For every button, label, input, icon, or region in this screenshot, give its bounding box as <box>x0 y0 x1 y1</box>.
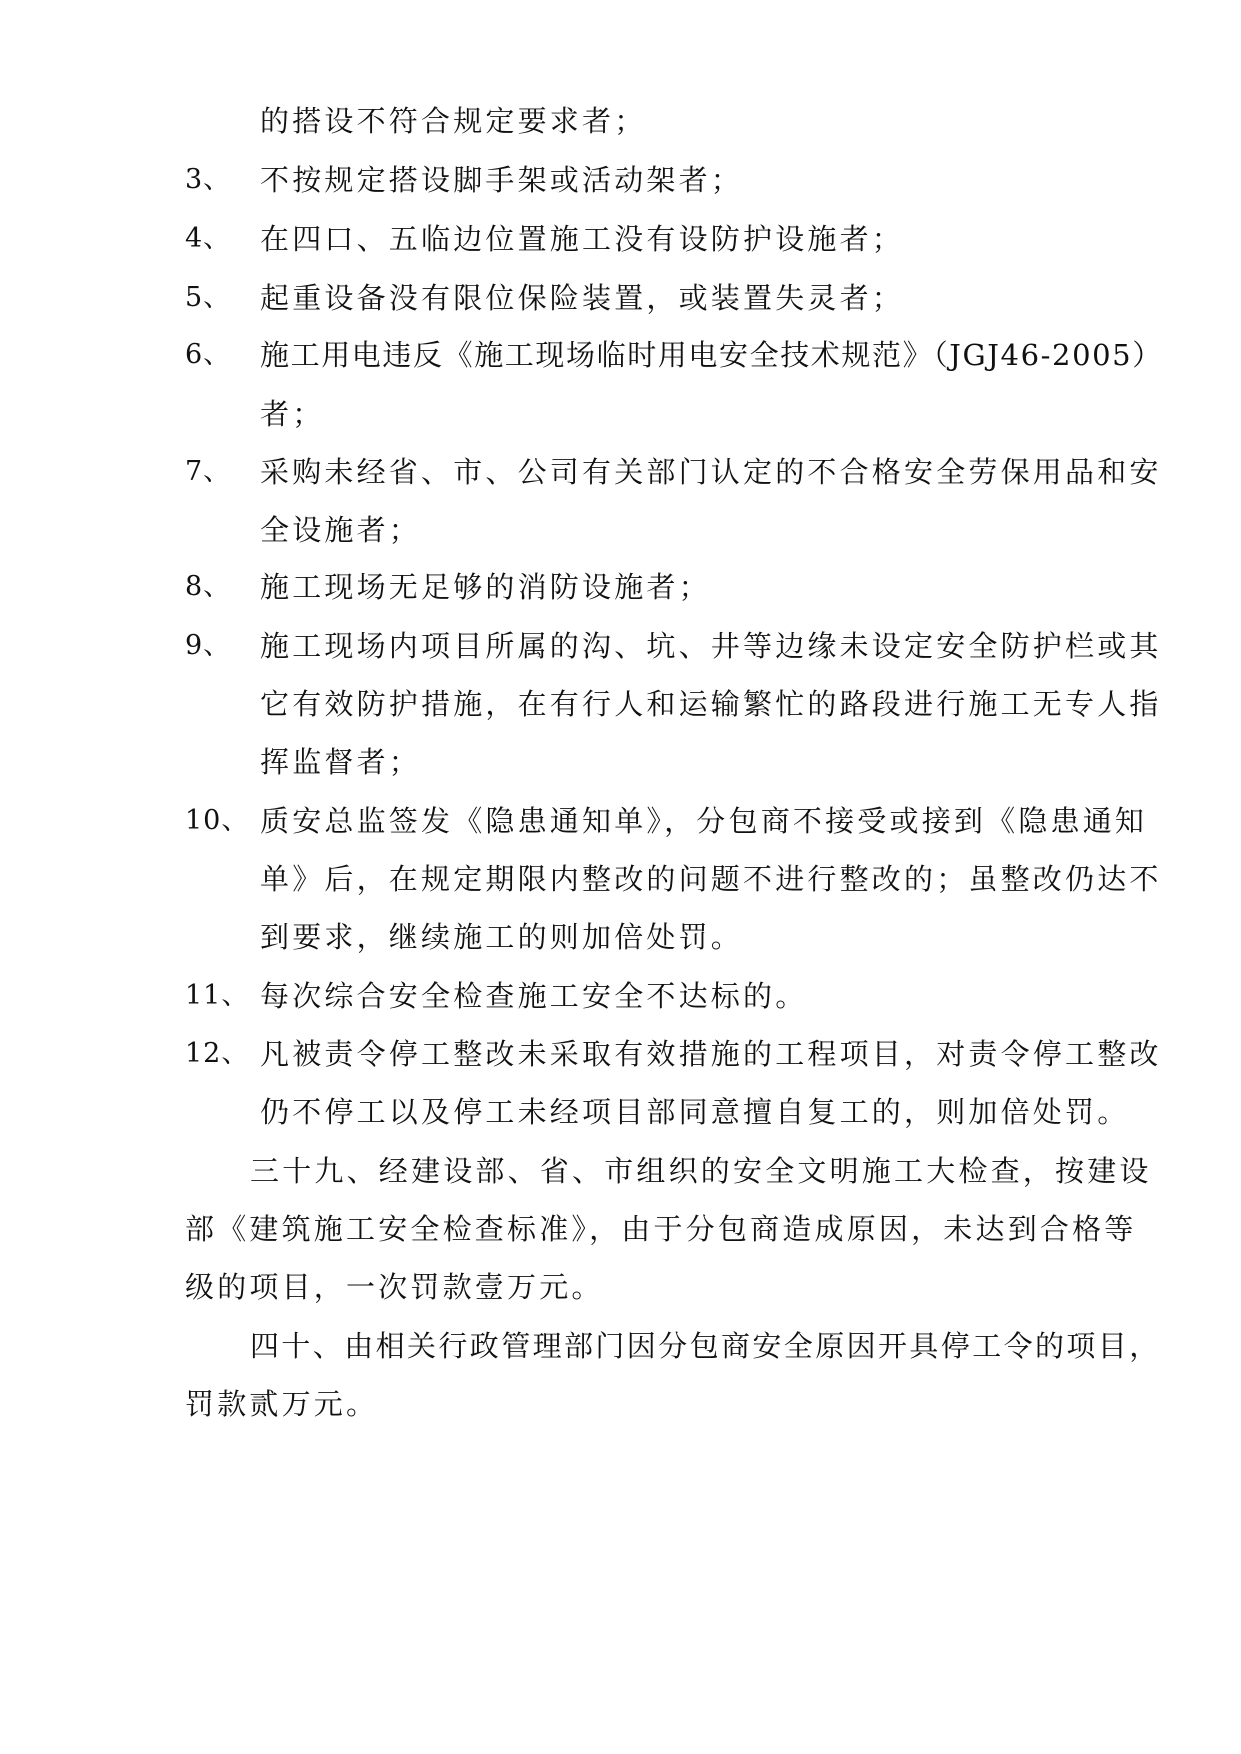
list-item-text: 全设施者； <box>260 513 422 547</box>
list-item-number: 5、 <box>185 282 232 313</box>
list-item-text: 仍不停工以及停工未经项目部同意擅自复工的，则加倍处罚。 <box>260 1095 1130 1129</box>
list-item-number: 6、 <box>185 339 232 370</box>
list-item-text: 施工现场无足够的消防设施者； <box>260 570 711 604</box>
list-item-text: 采购未经省、市、公司有关部门认定的不合格安全劳保用品和安 <box>260 455 1162 489</box>
list-item-text: 每次综合安全检查施工安全不达标的。 <box>260 979 808 1013</box>
list-item-continuation: 的搭设不符合规定要求者； <box>260 104 647 138</box>
list-item-text: 单》后，在规定期限内整改的问题不进行整改的；虽整改仍达不 <box>260 862 1162 896</box>
list-item-number: 3、 <box>185 164 232 195</box>
paragraph-line: 四十、由相关行政管理部门因分包商安全原因开具停工令的项目， <box>250 1329 1161 1363</box>
list-item-text: 挥监督者； <box>260 745 422 779</box>
list-item-text: 凡被责令停工整改未采取有效措施的工程项目，对责令停工整改 <box>260 1037 1162 1071</box>
list-item-text: 者； <box>260 397 325 431</box>
list-item-number: 4、 <box>185 223 232 254</box>
paragraph-line: 部《建筑施工安全检查标准》，由于分包商造成原因，未达到合格等 <box>185 1212 1137 1246</box>
list-item-number: 9、 <box>185 630 232 661</box>
list-item-text: 施工现场内项目所属的沟、坑、井等边缘未设定安全防护栏或其 <box>260 629 1162 663</box>
list-item-number: 7、 <box>185 456 232 487</box>
list-item-text: 施工用电违反《施工现场临时用电安全技术规范》（JGJ46-2005） <box>260 338 1163 372</box>
paragraph-line: 级的项目，一次罚款壹万元。 <box>185 1270 604 1304</box>
paragraph-line: 罚款贰万元。 <box>185 1387 379 1421</box>
list-item-number: 10、 <box>185 805 250 836</box>
list-item-text: 不按规定搭设脚手架或活动架者； <box>260 163 744 197</box>
paragraph-line: 三十九、经建设部、省、市组织的安全文明施工大检查，按建设 <box>250 1154 1152 1188</box>
list-item-number: 8、 <box>185 571 232 602</box>
list-item-text: 起重设备没有限位保险装置，或装置失灵者； <box>260 281 905 315</box>
list-item-text: 在四口、五临边位置施工没有设防护设施者； <box>260 222 905 256</box>
list-item-text: 质安总监签发《隐患通知单》，分包商不接受或接到《隐患通知 <box>260 804 1148 838</box>
list-item-text: 它有效防护措施，在有行人和运输繁忙的路段进行施工无专人指 <box>260 687 1162 721</box>
list-item-text: 到要求，继续施工的则加倍处罚。 <box>260 920 744 954</box>
list-item-number: 12、 <box>185 1038 250 1069</box>
list-item-number: 11、 <box>185 980 250 1011</box>
